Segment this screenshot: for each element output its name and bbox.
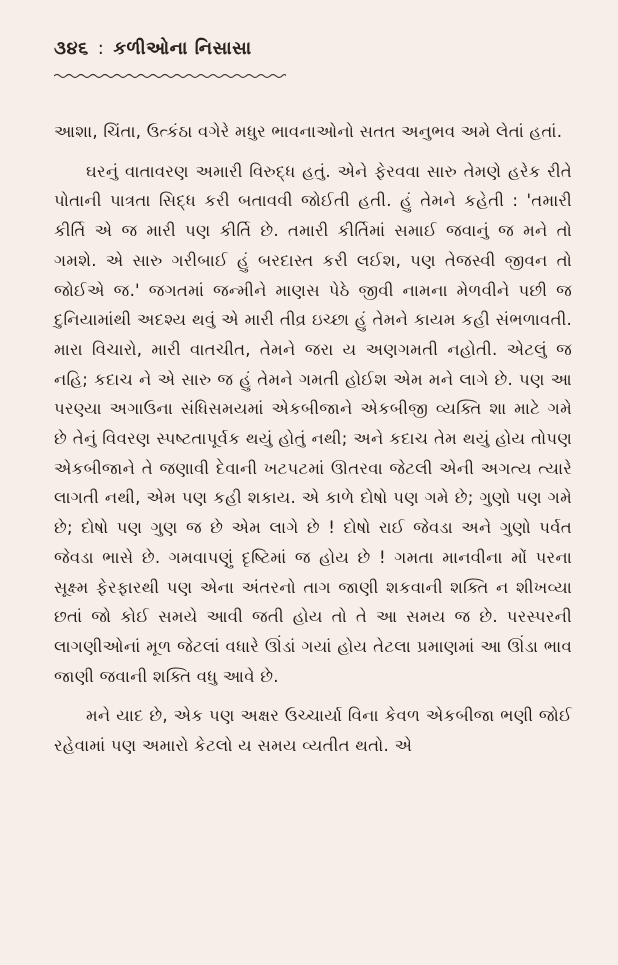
wavy-underline [54, 73, 286, 79]
paragraph-2: ઘરનું વાતાવરણ અમારી વિરુદ્ધ હતું. એને ફેરવવા સારુ તેમણે હરેક રીતે પોતાની પાત્રતા સિદ્ધ કરી બતાવવી જોઈતી હતી. હું તેમને કહેતી : 'તમારી કીર્તિ એ જ મારી પણ કીર્તિ છે. તમારી કીર્તિમાં સમાઈ જવાનું જ મને તો ગમશે. એ સારુ ગરીબાઈ હું બરદાસ્ત કરી લઈશ, પણ તેજસ્વી જીવન તો જોઈએ જ.' જગતમાં જન્મીને માણસ પેઠે જીવી નામના મેળવીને પછી જ દુનિયામાંથી અદશ્ય થવું એ મારી તીવ્ર ઇચ્છા હું તેમને કાયમ કહી સંભળાવતી. મારા વિચારો, મારી વાતચીત, તેમને જરા ય અણગમતી નહોતી. એટલું જ નહિ; કદાચ ને એ સારુ જ હું તેમને ગમતી હોઈશ એમ મને લાગે છે. પણ આ પરણ્યા અગાઉના સંધિસમયમાં એકબીજાને એકબીજી વ્યક્તિ શા માટે ગમે છે તેનું વિવરણ સ્પષ્ટતાપૂર્વક થયું હોતું નથી; અને કદાચ તેમ થયું હોય તોપણ એકબીજાને તે જણાવી દેવાની ખટપટમાં ઊતરવા જેટલી એની અગત્ય ત્યારે લાગતી નથી, એમ પણ કહી શકાય. એ કાળે દોષો પણ ગમે છે; ગુણો પણ ગમે છે; દોષો પણ ગુણ જ છે એમ લાગે છે ! દોષો રાઈ જેવડા અને ગુણો પર્વત જેવડા ભાસે છે. ગમવાપણું દૃષ્ટિમાં જ હોય છે ! ગમતા માનવીના મોં પરના સૂક્ષ્મ ફેરફારથી પણ એના અંતરનો તાગ જાણી શકવાની શક્તિ ન શીખવ્યા છતાં જો કોઈ સમયે આવી જતી હોય તો તે આ સમય જ છે. પરસ્પરની લાગણીઓનાં મૂળ જેટલાં વધારે ઊંડાં ગયાં હોય તેટલા પ્રમાણમાં આ ઊંડા ભાવ જાણી જવાની શક્તિ વધુ આવે છે. [54, 161, 572, 686]
body-text [54, 117, 572, 761]
paragraph-3: મને યાદ છે, એક પણ અક્ષર ઉચ્ચાર્યા વિના કેવળ એકબીજા ભણી જોઈ રહેવામાં પણ અમારો કેટલો ય સમય વ્યતીત થતો. એ [54, 706, 572, 756]
running-head [54, 38, 572, 64]
paragraph-1: આશા, ચિંતા, ઉત્કંઠા વગેરે મધુર ભાવનાઓનો સતત અનુભવ અમે લેતાં હતાં. [54, 122, 563, 141]
page-number: ૩૪૬ [54, 38, 89, 59]
chapter-title: કળીઓના નિસાસા [113, 38, 252, 59]
header-separator: : [97, 38, 105, 59]
